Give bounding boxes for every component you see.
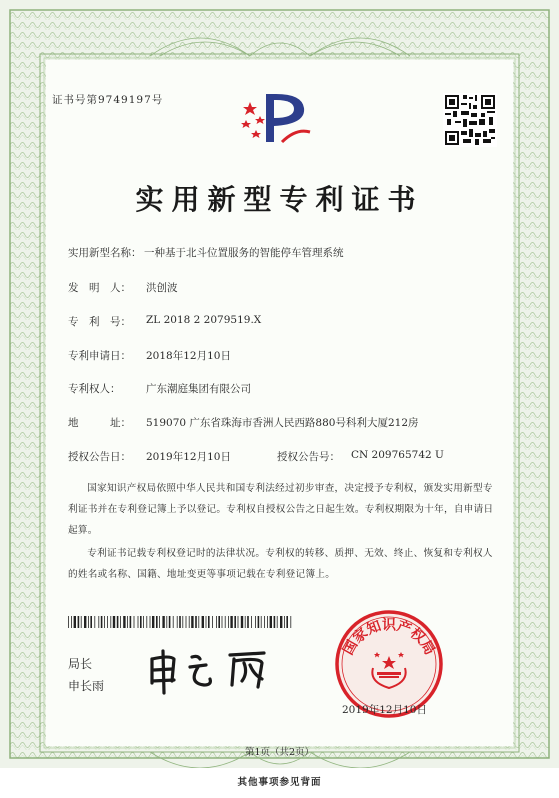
handwritten-signature — [140, 645, 290, 695]
qr-code — [443, 93, 497, 147]
utility-name-label: 实用新型名称： — [68, 247, 142, 259]
seal-text: 国家知识产权局 — [340, 617, 438, 658]
grant-date-label: 授权公告日： — [68, 451, 131, 463]
address-label: 地 址： — [68, 417, 131, 429]
utility-name-value: 一种基于北斗位置服务的智能停车管理系统 — [144, 247, 344, 259]
certificate-paragraph-2: 专利证书记载专利权登记时的法律状况。专利权的转移、质押、无效、终止、恢复和专利权人的姓名或名称、国籍、地址变更等事项记载在专利登记簿上。 — [68, 548, 493, 580]
seal-date: 2019年12月10日 — [342, 704, 427, 716]
inventor-value: 洪创波 — [146, 282, 178, 294]
cnipa-logo-icon — [236, 88, 316, 148]
footer-note: 其他事项参见背面 — [237, 777, 322, 788]
patentee-value: 广东潮庭集团有限公司 — [146, 383, 251, 395]
patentee-label: 专利权人： — [68, 383, 121, 395]
patent-number-value: ZL 2018 2 2079519.X — [146, 314, 262, 326]
signatory-name: 申长雨 — [68, 679, 105, 693]
certificate-number: 证书号第9749197号 — [52, 94, 164, 106]
barcode — [68, 616, 296, 628]
certificate-paragraph-1: 国家知识产权局依照中华人民共和国专利法经过初步审查，决定授予专利权，颁发实用新型专利证书并在专利登记簿上予以登记。专利权自授权公告之日起生效。专利权期限为十年，自申请日起算。 — [68, 483, 494, 536]
filing-date-label: 专利申请日： — [68, 350, 131, 362]
inventor-label: 发 明 人： — [68, 282, 131, 294]
patent-number-label: 专 利 号： — [68, 316, 131, 328]
signatory-title: 局长 — [68, 657, 93, 671]
grant-date-value: 2019年12月10日 — [146, 451, 231, 463]
filing-date-value: 2018年12月10日 — [146, 350, 231, 362]
page-indicator: 第1页（共2页） — [244, 747, 315, 758]
grant-number-label: 授权公告号： — [277, 451, 340, 463]
address-value: 519070 广东省珠海市香洲人民西路880号科利大厦212房 — [146, 417, 419, 429]
grant-number-value: CN 209765742 U — [351, 449, 444, 461]
certificate-title: 实用新型专利证书 — [135, 183, 424, 216]
